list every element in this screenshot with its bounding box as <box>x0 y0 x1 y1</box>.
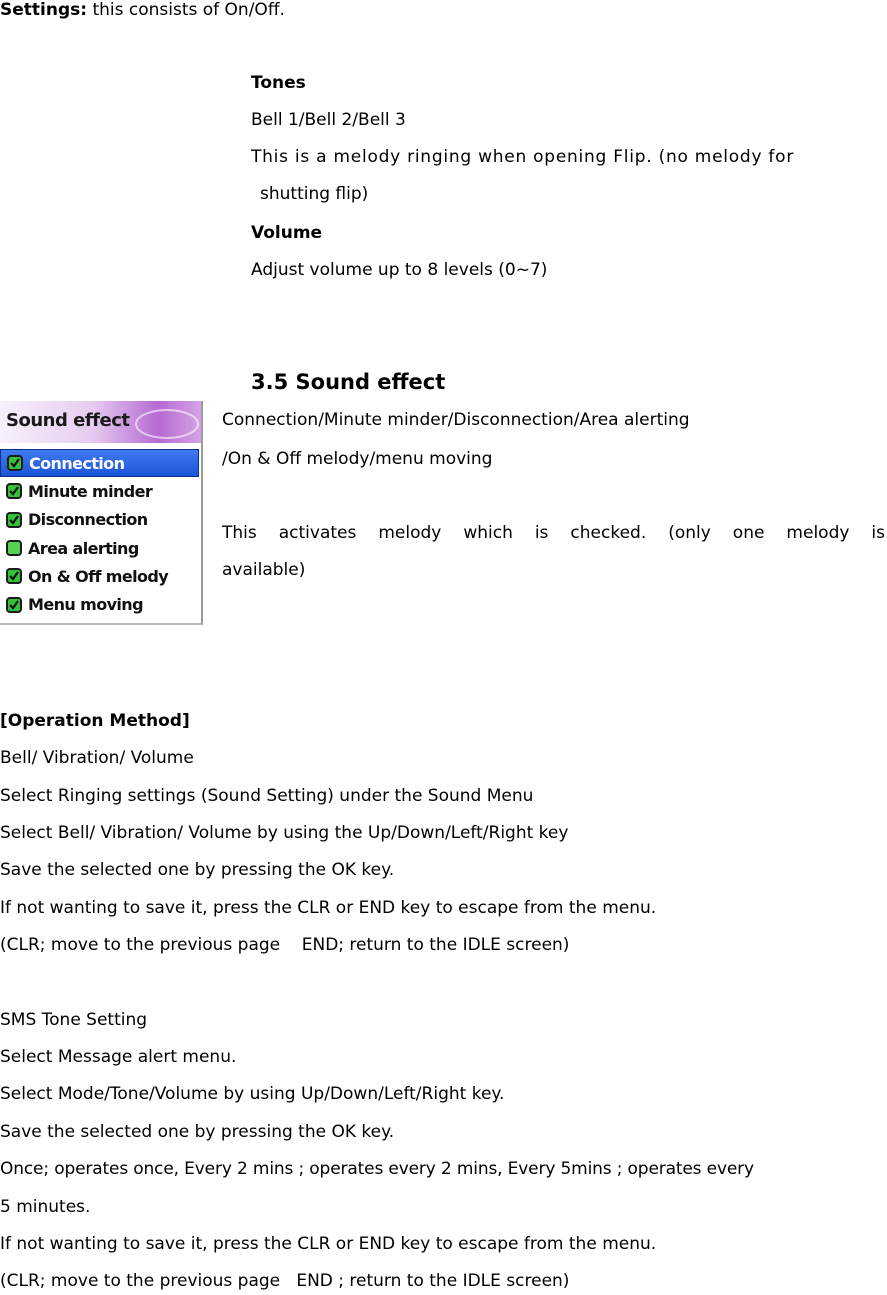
menu-item-area-alerting <box>0 534 203 562</box>
tones-line-3: shutting flip) <box>260 184 369 204</box>
volume-text: Adjust volume up to 8 levels (0~7) <box>251 260 548 280</box>
menu-item-label: Minute minder <box>28 481 153 501</box>
sound-effect-list-line-1: Connection/Minute minder/Disconnection/Area alerting <box>222 410 690 430</box>
menu-item-label: Menu moving <box>28 595 143 615</box>
checkbox-checked-icon <box>7 455 23 471</box>
sms-line: SMS Tone Setting <box>0 1010 148 1030</box>
volume-title: Volume <box>251 223 323 243</box>
checkbox-checked-icon <box>6 597 22 613</box>
tones-line-1: Bell 1/Bell 2/Bell 3 <box>251 110 406 130</box>
operation-line: (CLR; move to the previous page END; return to the IDLE screen) <box>0 935 570 955</box>
operation-method-title: [Operation Method] <box>0 711 190 731</box>
menu-item-minute-minder <box>0 477 203 505</box>
sound-effect-list-line-2: /On & Off melody/menu moving <box>222 449 493 469</box>
screenshot-title-bar <box>0 401 203 443</box>
menu-item-connection <box>0 449 199 477</box>
tones-title: Tones <box>251 73 306 93</box>
operation-line: Select Bell/ Vibration/ Volume by using the Up/Down/Left/Right key <box>0 823 569 843</box>
screenshot-menu-list <box>0 449 203 619</box>
menu-item-menu-moving <box>0 590 203 618</box>
tones-line-2: This is a melody ringing when opening Flip. (no melody for <box>251 147 795 167</box>
sms-line: Save the selected one by pressing the OK key. <box>0 1122 395 1142</box>
sms-line: Once; operates once, Every 2 mins ; operates every 2 mins, Every 5mins ; operates every <box>0 1159 754 1179</box>
settings-text: this consists of On/Off. <box>87 0 285 20</box>
menu-item-label: Area alerting <box>28 538 139 558</box>
decorative-swirl <box>135 409 199 439</box>
operation-line: Bell/ Vibration/ Volume <box>0 748 194 768</box>
checkbox-checked-icon <box>6 512 22 528</box>
sms-line: 5 minutes. <box>0 1197 91 1217</box>
menu-item-label: Disconnection <box>28 510 148 530</box>
menu-item-label: Connection <box>29 453 125 473</box>
sms-line: If not wanting to save it, press the CLR or END key to escape from the menu. <box>0 1234 657 1254</box>
menu-item-disconnection <box>0 506 203 534</box>
sound-effect-screenshot <box>0 401 203 625</box>
operation-line: Save the selected one by pressing the OK key. <box>0 860 395 880</box>
operation-line: If not wanting to save it, press the CLR or END key to escape from the menu. <box>0 898 657 918</box>
screenshot-title: Sound effect <box>6 410 130 431</box>
operation-line: Select Ringing settings (Sound Setting) under the Sound Menu <box>0 786 534 806</box>
section-heading: 3.5 Sound effect <box>251 370 446 394</box>
settings-line <box>0 0 285 20</box>
sms-line: Select Message alert menu. <box>0 1047 237 1067</box>
sound-effect-description-2: available) <box>222 560 306 580</box>
checkbox-checked-icon <box>6 483 22 499</box>
sms-line: Select Mode/Tone/Volume by using Up/Down/Left/Right key. <box>0 1084 505 1104</box>
checkbox-unchecked-icon <box>6 540 22 556</box>
menu-item-label: On & Off melody <box>28 566 169 586</box>
sound-effect-description-1: This activates melody which is checked. (only one melody is <box>222 523 885 543</box>
checkbox-checked-icon <box>6 568 22 584</box>
settings-label: Settings: <box>0 0 88 20</box>
menu-item-on-off-melody <box>0 562 203 590</box>
sms-line: (CLR; move to the previous page END ; return to the IDLE screen) <box>0 1271 570 1291</box>
